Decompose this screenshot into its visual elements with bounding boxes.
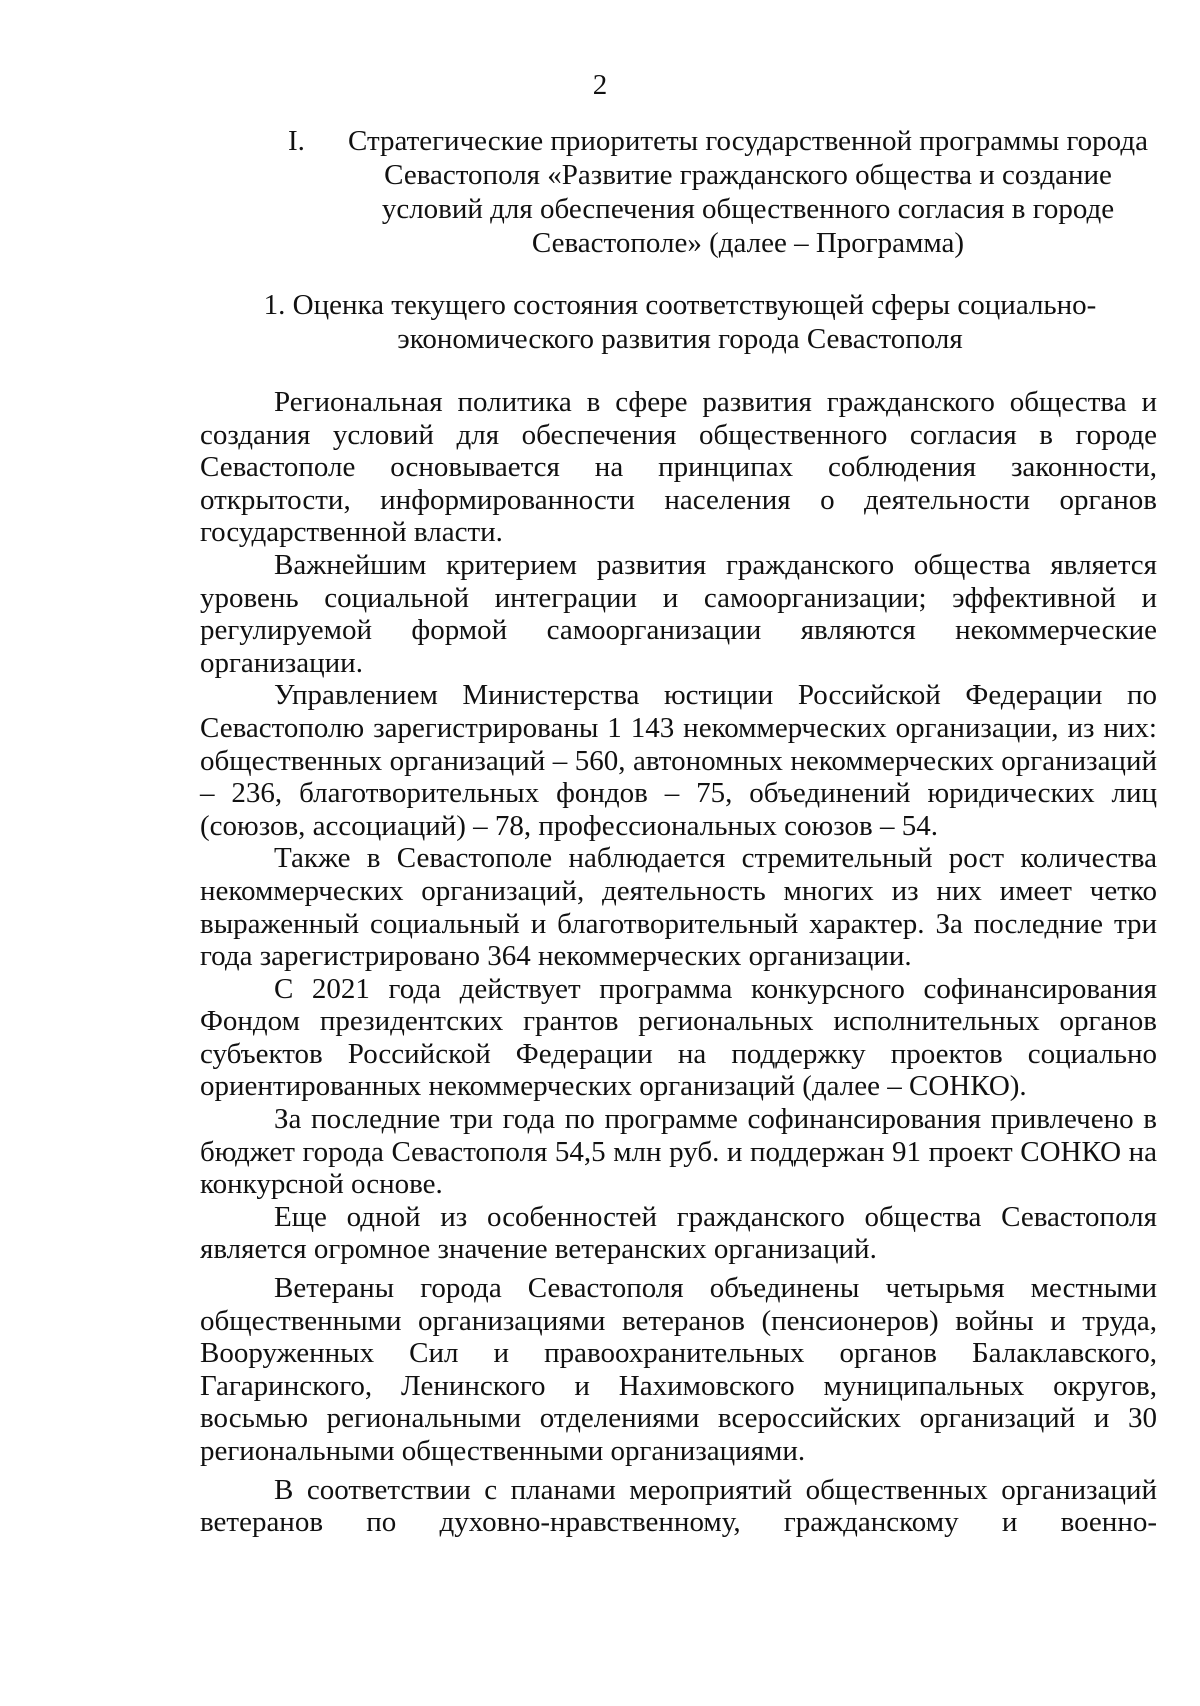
paragraph: Важнейшим критерием развития гражданского общества является уровень социальной интеграции и самоорганизации; эффективной и регулируемой формой самоорганизации являются некоммерческие организации.: [200, 548, 1157, 679]
paragraph: За последние три года по программе софинансирования привлечено в бюджет города Севастополя 54,5 млн руб. и поддержан 91 проект СОНКО на конкурсной основе.: [200, 1103, 1157, 1201]
section-heading: [288, 124, 1148, 260]
section-title: Стратегические приоритеты государственной программы города Севастополя «Развитие гражданского общества и создание условий для обеспечения общественного согласия в городе Севастополе» (далее – Программа): [348, 125, 1148, 259]
subsection-title: 1. Оценка текущего состояния соответствующей сферы социально-экономического развития города Севастополя: [263, 289, 1097, 355]
paragraph: В соответствии с планами мероприятий общественных организаций ветеранов по духовно-нравственному, гражданскому и военно-: [200, 1473, 1157, 1539]
paragraph: С 2021 года действует программа конкурсного софинансирования Фондом президентских грантов региональных исполнительных органов субъектов Российской Федерации на поддержку проектов социально ориентированных некоммерческих организаций (далее – СОНКО).: [200, 972, 1157, 1103]
page-number-text: 2: [592, 69, 608, 101]
paragraph: Также в Севастополе наблюдается стремительный рост количества некоммерческих организаций, деятельность многих из них имеет четко выраженный социальный и благотворительный характер. За последние три года зарегистрировано 364 некоммерческих организации.: [200, 842, 1157, 973]
section-roman-numeral: I.: [288, 125, 305, 157]
page-number: [0, 68, 1200, 102]
paragraph: Региональная политика в сфере развития гражданского общества и создания условий для обеспечения общественного согласия в городе Севастополе основывается на принципах соблюдения законности, открытости, информированности населения о деятельности органов государственной власти.: [200, 386, 1157, 549]
paragraph: Управлением Министерства юстиции Российской Федерации по Севастополю зарегистрированы 1 143 некоммерческих организации, из них: общественных организаций – 560, автономных некоммерческих организаций – 236, благотворительных фондов – 75, объединений юридических лиц (союзов, ассоциаций) – 78, профессиональных союзов – 54.: [200, 679, 1157, 842]
paragraph: Еще одной из особенностей гражданского общества Севастополя является огромное значение ветеранских организаций.: [200, 1200, 1157, 1266]
document-body: [200, 386, 1157, 1539]
paragraph: Ветераны города Севастополя объединены четырьмя местными общественными организациями ветеранов (пенсионеров) войны и труда, Вооруженных Сил и правоохранительных органов Балаклавского, Гагаринского, Ленинского и Нахимовского муниципальных округов, восьмью региональными отделениями всероссийских организаций и 30 региональными общественными организациями.: [200, 1272, 1157, 1467]
